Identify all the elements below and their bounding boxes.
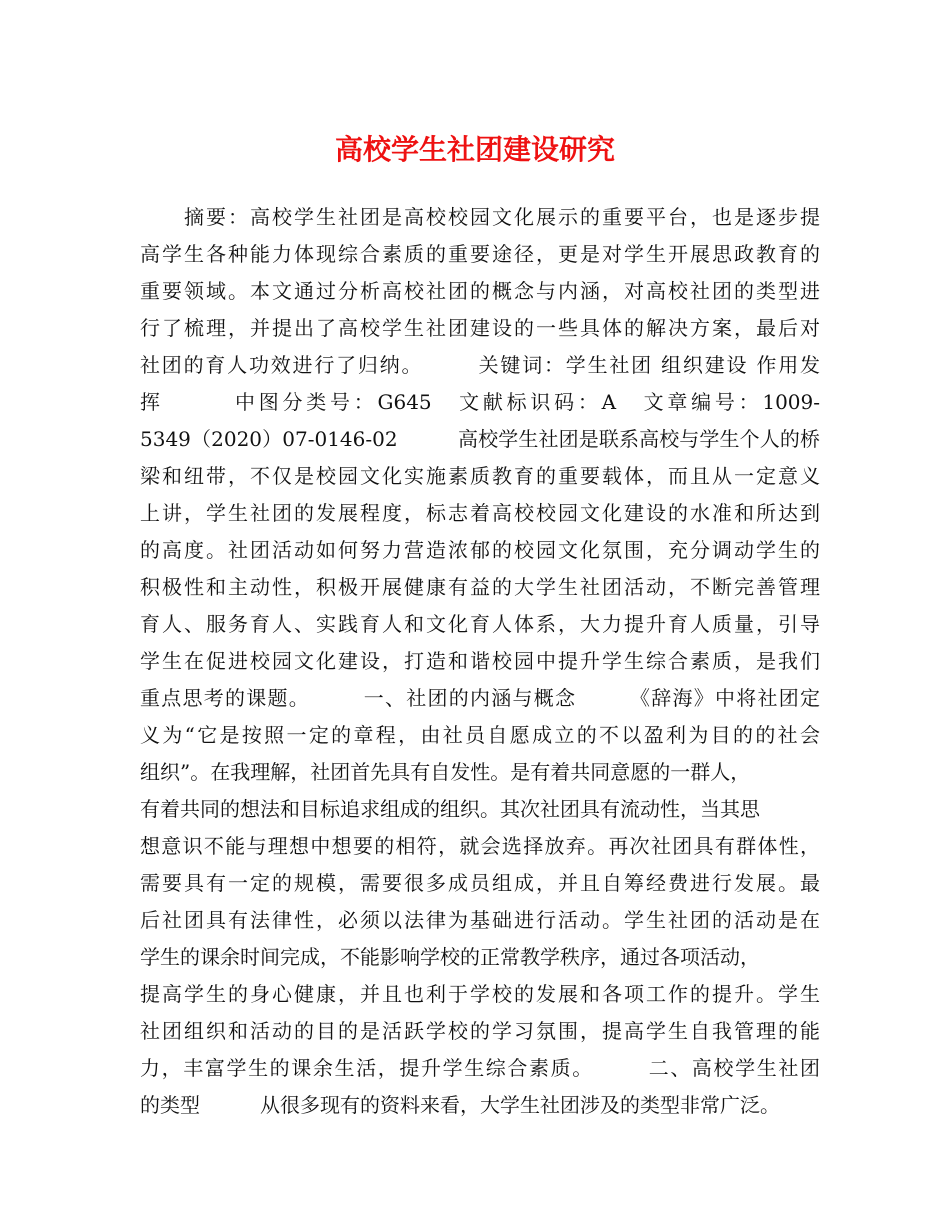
- body-line: 育人、服务育人、实践育人和文化育人体系，大力提升育人质量，引导: [140, 612, 820, 636]
- body-line: 上讲，学生社团的发展程度，标志着高校校园文化建设的水准和所达到: [140, 501, 820, 525]
- body-line: 组织”。在我理解，社团首先具有自发性。是有着共同意愿的一群人，: [140, 760, 751, 784]
- body-line: 社团组织和活动的目的是活跃学校的学习氛围，提高学生自我管理的能: [140, 1019, 820, 1043]
- body-line: 提高学生的身心健康，并且也利于学校的发展和各项工作的提升。学生: [140, 982, 820, 1006]
- body-line: 力，丰富学生的课余生活，提升学生综合素质。 二、高校学生社团: [140, 1056, 820, 1080]
- body-line: 社团的育人功效进行了归纳。 关键词：学生社团 组织建设 作用发: [140, 353, 820, 377]
- body-line: 梁和纽带，不仅是校园文化实施素质教育的重要载体，而且从一定意义: [140, 464, 820, 488]
- document-title: 高校学生社团建设研究: [334, 133, 615, 166]
- body-line: 的类型 从很多现有的资料来看，大学生社团涉及的类型非常广泛。: [140, 1093, 780, 1117]
- body-line: 想意识不能与理想中想要的相符，就会选择放弃。再次社团具有群体性，: [140, 834, 820, 858]
- body-line: 5349（2020）07-0146-02 高校学生社团是联系高校与学生个人的桥: [140, 427, 820, 451]
- body-line: 学生的课余时间完成，不能影响学校的正常教学秩序，通过各项活动，: [140, 945, 760, 969]
- body-line: 的高度。社团活动如何努力营造浓郁的校园文化氛围，充分调动学生的: [140, 538, 820, 562]
- body-line: 学生在促进校园文化建设，打造和谐校园中提升学生综合素质，是我们: [140, 649, 820, 673]
- body-line: 义为“它是按照一定的章程，由社员自愿成立的不以盈利为目的的社会: [140, 723, 820, 747]
- body-line: 挥 中图分类号：G645 文献标识码：A 文章编号：1009-: [140, 390, 820, 414]
- body-line: 有着共同的想法和目标追求组成的组织。其次社团具有流动性，当其思: [140, 797, 760, 821]
- body-line: 需要具有一定的规模，需要很多成员组成，并且自筹经费进行发展。最: [140, 871, 820, 895]
- body-line: 行了梳理，并提出了高校学生社团建设的一些具体的解决方案，最后对: [140, 316, 820, 340]
- body-line: 积极性和主动性，积极开展健康有益的大学生社团活动，不断完善管理: [140, 575, 820, 599]
- body-line: 重点思考的课题。 一、社团的内涵与概念 《辞海》中将社团定: [140, 686, 820, 710]
- body-line: 后社团具有法律性，必须以法律为基础进行活动。学生社团的活动是在: [140, 908, 820, 932]
- body-line: 重要领域。本文通过分析高校社团的概念与内涵，对高校社团的类型进: [140, 279, 820, 303]
- body-line: 高学生各种能力体现综合素质的重要途径，更是对学生开展思政教育的: [140, 242, 820, 266]
- body-line: 摘要：高校学生社团是高校校园文化展示的重要平台，也是逐步提: [140, 205, 820, 229]
